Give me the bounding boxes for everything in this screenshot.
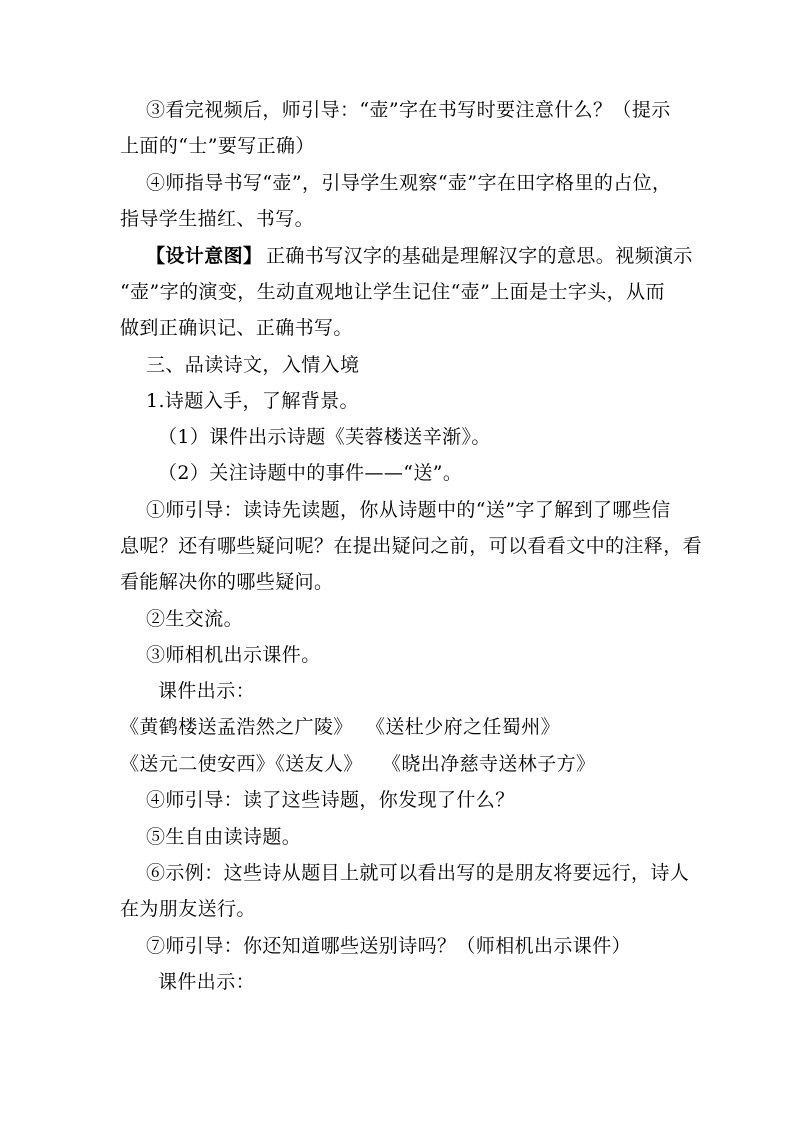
paragraph-line-15: 看能解决你的哪些疑问。 bbox=[120, 571, 334, 593]
step-2-line: （2）关注诗题中的事件——“送”。 bbox=[158, 462, 463, 484]
design-intent-label: 【设计意图】 bbox=[146, 245, 263, 267]
paragraph-line-2: 上面的“士”要写正确） bbox=[120, 135, 315, 157]
poem-title-2: 《送杜少府之任蜀州》 bbox=[366, 716, 561, 738]
paragraph-line-14: 息呢？还有哪些疑问呢？在提出疑问之前，可以看看文中的注释，看 bbox=[120, 535, 703, 557]
paragraph-line-23: ④师引导：读了这些诗题，你发现了什么？ bbox=[146, 789, 515, 811]
paragraph-line-16: ②生交流。 bbox=[146, 608, 244, 630]
paragraph-line-6: 正确书写汉字的基础是理解汉字的意思。视频演示 bbox=[266, 245, 693, 267]
paragraph-line-27: ⑦师引导：你还知道哪些送别诗吗？（师相机出示课件） bbox=[146, 935, 632, 957]
poem-title-3: 《送元二使安西》《送友人》 bbox=[120, 753, 363, 775]
paragraph-line-1: ③看完视频后，师引导：“壶”字在书写时要注意什么？（提示 bbox=[146, 99, 671, 121]
paragraph-line-25: ⑥示例：这些诗从题目上就可以看出写的是朋友将要远行，诗人 bbox=[146, 862, 690, 884]
courseware-label-1: 课件出示： bbox=[158, 680, 256, 702]
paragraph-line-3: ④师指导书写“壶”，引导学生观察“壶”字在田字格里的占位， bbox=[146, 172, 672, 194]
paragraph-line-17: ③师相机出示课件。 bbox=[146, 644, 321, 666]
paragraph-line-7: “壶”字的演变，生动直观地让学生记住“壶”上面是士字头，从而 bbox=[120, 281, 665, 303]
section-heading: 三、品读诗文，入情入境 bbox=[146, 354, 360, 376]
poem-title-1: 《黄鹤楼送孟浩然之广陵》 bbox=[120, 716, 353, 738]
step-1-line: （1）课件出示诗题《芙蓉楼送辛渐》。 bbox=[158, 426, 491, 448]
paragraph-line-13: ①师引导：读诗先读题，你从诗题中的“送”字了解到了哪些信 bbox=[146, 499, 671, 521]
paragraph-line-24: ⑤生自由读诗题。 bbox=[146, 826, 302, 848]
paragraph-line-26: 在为朋友送行。 bbox=[120, 898, 256, 920]
courseware-label-2: 课件出示： bbox=[158, 971, 256, 993]
subsection-heading: 1.诗题入手，了解背景。 bbox=[146, 390, 359, 412]
paragraph-line-4: 指导学生描红、书写。 bbox=[120, 208, 315, 230]
poem-title-4: 《晓出净慈寺送林子方》 bbox=[382, 753, 596, 775]
paragraph-line-8: 做到正确识记、正确书写。 bbox=[120, 317, 353, 339]
